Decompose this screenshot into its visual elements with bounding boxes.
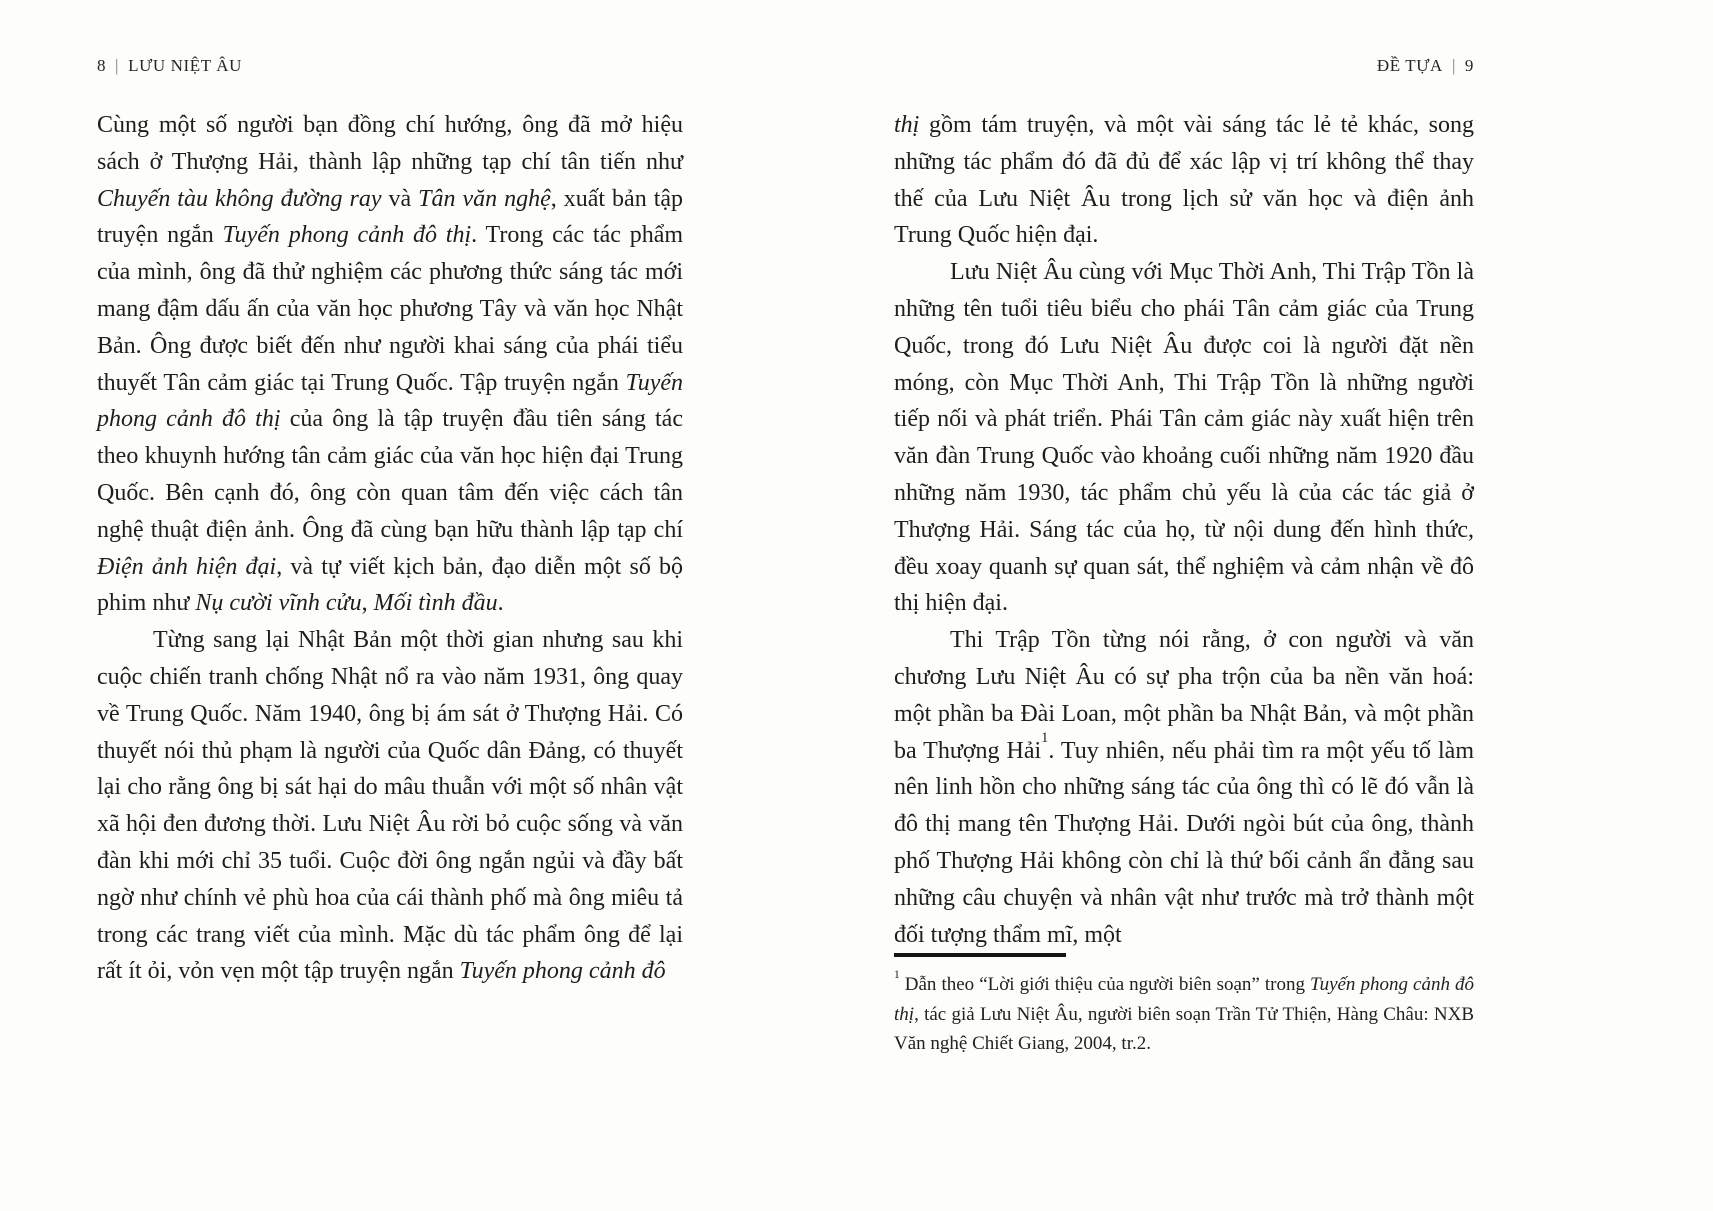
text-run: và	[381, 185, 419, 212]
paragraph	[97, 622, 683, 990]
italic-run: thị	[894, 112, 920, 138]
text-run: Lưu Niệt Âu cùng với Mục Thời Anh, Thi Trập Tồn là những tên tuổi tiêu biểu cho phái Tân cảm giác của Trung Quốc, trong đó Lưu Niệt Âu được coi là người đặt nền móng, còn Mục Thời Anh, Thi Trập Tồn là những người tiếp nối và phát triển. Phái Tân cảm giác này xuất hiện trên văn đàn Trung Quốc vào khoảng cuối những năm 1920 đầu những năm 1930, tác phẩm chủ yếu là của các tác giả ở Thượng Hải. Sáng tác của họ, từ nội dung đến hình thức, đều xoay quanh sự quan sát, thể nghiệm và cảm nhận về đô thị hiện đại.	[894, 259, 1474, 617]
italic-run: Chuyến tàu không đường ray	[97, 185, 382, 212]
italic-run: Tuyến phong cảnh đô thị	[894, 974, 1474, 1025]
left-page	[97, 0, 683, 1211]
right-page-number: 9	[1464, 56, 1474, 75]
italic-run: Tuyến phong cảnh đô thị	[222, 222, 472, 249]
right-page	[894, 0, 1474, 1211]
footnote-text	[894, 970, 1474, 1059]
italic-run: Điện ảnh hiện đại	[97, 553, 277, 580]
italic-run: Mối tình đầu	[373, 590, 498, 617]
paragraph	[894, 254, 1474, 622]
text-run: gồm tám truyện, và một vài sáng tác lẻ tẻ khác, song những tác phẩm đó đã đủ để xác lập vị trí không thể thay thế của Lưu Niệt Âu trong lịch sử văn học và điện ảnh Trung Quốc hiện đại.	[894, 112, 1474, 249]
footnote-rule	[894, 953, 1066, 957]
text-run: Từng sang lại Nhật Bản một thời gian nhưng sau khi cuộc chiến tranh chống Nhật nổ ra vào năm 1931, ông quay về Trung Quốc. Năm 1940, ông bị ám sát ở Thượng Hải. Có thuyết nói thủ phạm là người của Quốc dân Đảng, có thuyết lại cho rằng ông bị sát hại do mâu thuẫn với một số nhân vật xã hội đen đương thời. Lưu Niệt Âu rời bỏ cuộc sống và văn đàn khi mới chỉ 35 tuổi. Cuộc đời ông ngắn ngủi và đầy bất ngờ như chính vẻ phù hoa của cái thành phố mà ông miêu tả trong các trang viết của mình. Mặc dù tác phẩm ông để lại rất ít ỏi, vỏn vẹn một tập truyện ngắn	[97, 627, 683, 985]
text-run: , và tự viết kịch bản, đạo diễn một số bộ phim như	[97, 553, 684, 617]
text-run: Dẫn theo “Lời giới thiệu của người biên soạn” trong	[899, 974, 1311, 996]
text-run: . Tuy nhiên, nếu phải tìm ra một yếu tố làm nên linh hồn cho những sáng tác của ông thì có lẽ đó vẫn là đô thị mang tên Thượng Hải. Dưới ngòi bút của ông, thành phố Thượng Hải không còn chỉ là thứ bối cảnh ẩn đằng sau những câu chuyện và nhân vật như trước mà trở thành một đối tượng thẩm mĩ, một	[894, 737, 1475, 948]
footnote-ref-1: 1	[1041, 730, 1049, 747]
italic-run: Tân văn nghệ	[418, 185, 551, 212]
paragraph	[97, 107, 683, 622]
right-running-head	[894, 56, 1474, 76]
running-head-separator: |	[1452, 56, 1456, 75]
left-running-head	[97, 56, 683, 76]
left-page-body	[97, 107, 683, 990]
text-run: Thi Trập Tồn từng nói rằng, ở con người và văn chương Lưu Niệt Âu có sự pha trộn của ba nền văn hoá: một phần ba Đài Loan, một phần ba Nhật Bản, và một phần ba Thượng Hải	[894, 627, 1474, 764]
right-page-body	[894, 107, 1474, 953]
paragraph	[894, 622, 1474, 953]
left-page-title: LƯU NIỆT ÂU	[128, 56, 243, 75]
italic-run: Tuyến phong cảnh đô thị	[97, 369, 683, 433]
text-run: ,	[361, 590, 374, 617]
text-run: Cùng một số người bạn đồng chí hướng, ông đã mở hiệu sách ở Thượng Hải, thành lập những tạp chí tân tiến như	[97, 112, 683, 175]
running-head-separator: |	[115, 56, 119, 75]
right-page-title: ĐỀ TỰA	[1376, 56, 1443, 75]
text-run: , xuất bản tập truyện ngắn	[97, 185, 684, 249]
italic-run: Nụ cười vĩnh cửu	[195, 590, 362, 617]
text-run: , tác giả Lưu Niệt Âu, người biên soạn Trần Tử Thiện, Hàng Châu: NXB Văn nghệ Chiết Giang, 2004, tr.2.	[894, 1003, 1474, 1055]
text-run: .	[497, 590, 504, 617]
left-page-number: 8	[97, 56, 107, 75]
italic-run: Tuyến phong cảnh đô	[459, 958, 666, 985]
text-run: của ông là tập truyện đầu tiên sáng tác theo khuynh hướng tân cảm giác của văn học hiện đại Trung Quốc. Bên cạnh đó, ông còn quan tâm đến việc cách tân nghệ thuật điện ảnh. Ông đã cùng bạn hữu thành lập tạp chí	[97, 406, 683, 543]
paragraph	[894, 107, 1474, 254]
footnote-marker-1: 1	[894, 968, 900, 981]
text-run: . Trong các tác phẩm của mình, ông đã thử nghiệm các phương thức sáng tác mới mang đậm dấu ấn của văn học phương Tây và văn học Nhật Bản. Ông được biết đến như người khai sáng của phái tiểu thuyết Tân cảm giác tại Trung Quốc. Tập truyện ngắn	[97, 222, 684, 396]
footnote-block	[894, 953, 1474, 1059]
